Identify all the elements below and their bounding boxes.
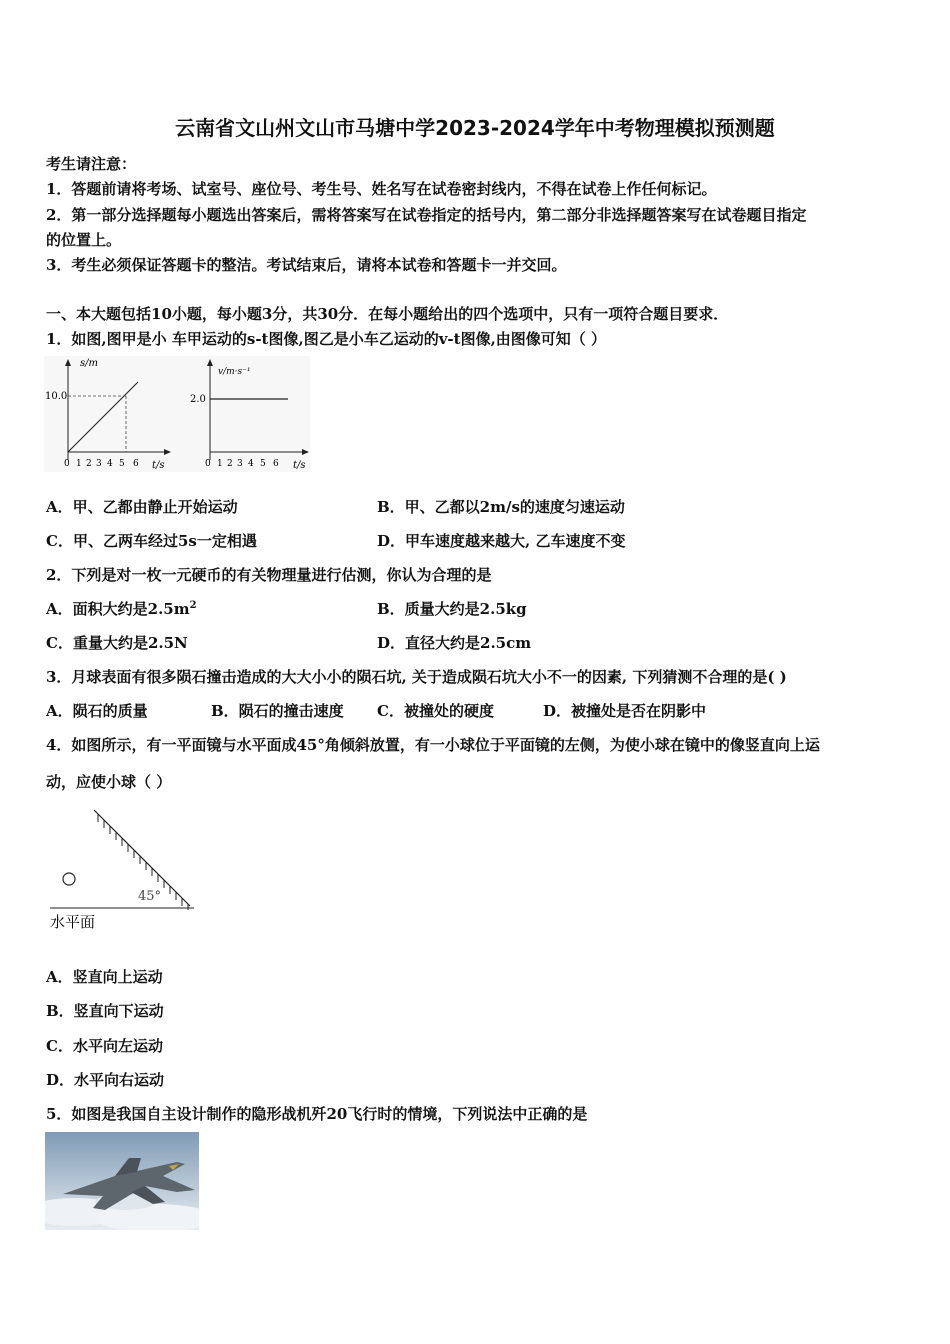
q1-b-xtick: 6 <box>273 459 279 469</box>
q1-b-xtick: 5 <box>260 459 266 469</box>
q1-graphs <box>44 356 310 472</box>
fighter-jet-photo <box>45 1132 199 1230</box>
notice-item: 1．答题前请将考场、试室号、座位号、考生号、姓名写在试卷密封线内，不得在试卷上作任何标记。 <box>46 180 717 198</box>
q1-option-b[interactable]: B．甲、乙都以2m/s的速度匀速运动 <box>377 498 625 516</box>
q4-option-c[interactable]: C．水平向左运动 <box>46 1037 163 1055</box>
notice-item: 2．第一部分选择题每小题选出答案后，需将答案写在试卷指定的括号内，第二部分非选择题答案写在试卷题目指定 <box>46 206 807 224</box>
q3-option-a[interactable]: A．陨石的质量 <box>46 702 148 720</box>
q2-stem: 2．下列是对一枚一元硬币的有关物理量进行估测，你认为合理的是 <box>46 566 492 584</box>
q1-option-c[interactable]: C．甲、乙两车经过5s一定相遇 <box>46 532 257 550</box>
q1-a-xtick: 6 <box>133 459 139 469</box>
q1-a-xtick: 1 <box>76 459 82 469</box>
q4-option-a[interactable]: A．竖直向上运动 <box>46 968 163 986</box>
q3-option-d[interactable]: D．被撞处是否在阴影中 <box>543 702 707 720</box>
notice-item: 3．考生必须保证答题卡的整洁。考试结束后，请将本试卷和答题卡一并交回。 <box>46 256 567 274</box>
q2-option-a-sup: 2 <box>189 600 197 611</box>
q1-b-ylabel: v/m·s⁻¹ <box>218 367 251 377</box>
q3-option-c[interactable]: C．被撞处的硬度 <box>377 702 494 720</box>
q1-a-xlabel: t/s <box>152 460 165 471</box>
q3-stem: 3．月球表面有很多陨石撞击造成的大大小小的陨石坑, 关于造成陨石坑大小不一的因素, 下列猜测不合理的是( ) <box>46 668 787 686</box>
q2-option-b[interactable]: B．质量大约是2.5kg <box>377 600 527 618</box>
q1-a-xtick: 3 <box>96 459 102 469</box>
q1-a-ylabel: s/m <box>80 358 98 369</box>
q2-option-d[interactable]: D．直径大约是2.5cm <box>377 634 532 652</box>
notice-item: 的位置上。 <box>46 231 122 249</box>
q1-b-xtick: 3 <box>237 459 243 469</box>
q2-option-c[interactable]: C．重量大约是2.5N <box>46 634 188 652</box>
q4-stem: 4．如图所示，有一平面镜与水平面成45°角倾斜放置，有一小球位于平面镜的左侧，为使小球在镜中的像竖直向上运 <box>46 736 820 754</box>
q1-b-xtick: 2 <box>227 459 233 469</box>
page-title: 云南省文山州文山市马塘中学2023-2024学年中考物理模拟预测题 <box>175 116 775 140</box>
q1-b-xtick: 4 <box>248 459 254 469</box>
q1-option-d[interactable]: D．甲车速度越来越大, 乙车速度不变 <box>377 532 626 550</box>
q1-stem: 1．如图,图甲是小 车甲运动的s-t图像,图乙是小车乙运动的v-t图像,由图像可知（ ） <box>46 330 607 348</box>
q1-a-xtick: 4 <box>107 459 113 469</box>
q1-b-xtick: 1 <box>217 459 223 469</box>
q1-a-xtick: 0 <box>64 459 70 469</box>
q2-option-a-text: A．面积大约是2.5m <box>46 600 190 618</box>
q4-stem: 动，应使小球（ ） <box>46 773 172 791</box>
q3-option-b[interactable]: B．陨石的撞击速度 <box>211 702 344 720</box>
ground-label: 水平面 <box>50 913 96 931</box>
q4-option-d[interactable]: D．水平向右运动 <box>46 1071 165 1089</box>
notice-heading: 考生请注意： <box>46 155 137 173</box>
q2-option-a[interactable] <box>46 598 197 619</box>
q4-option-b[interactable]: B．竖直向下运动 <box>46 1002 164 1020</box>
ball <box>63 873 75 885</box>
q1-a-xtick: 5 <box>119 459 125 469</box>
q1-b-xtick: 0 <box>205 459 211 469</box>
q1-a-xtick: 2 <box>86 459 92 469</box>
q1-option-a[interactable]: A．甲、乙都由静止开始运动 <box>46 498 238 516</box>
section-heading: 一、本大题包括10小题，每小题3分，共30分．在每小题给出的四个选项中，只有一项符合题目要求． <box>46 305 729 323</box>
q4-mirror-figure <box>44 806 204 936</box>
q1-b-ytick: 2.0 <box>190 394 206 405</box>
q5-stem: 5．如图是我国自主设计制作的隐形战机歼20飞行时的情境，下列说法中正确的是 <box>46 1105 588 1123</box>
q1-b-xlabel: t/s <box>293 460 306 471</box>
angle-label: 45° <box>138 889 162 904</box>
q1-a-ytick: 10.0 <box>45 391 68 402</box>
